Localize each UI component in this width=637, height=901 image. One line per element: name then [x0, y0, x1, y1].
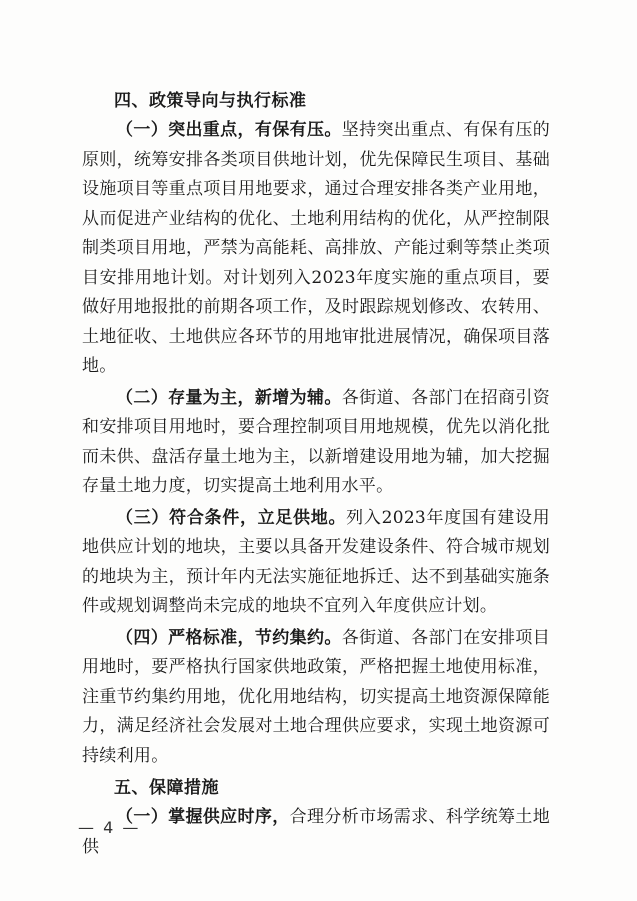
paragraph-4-2	[82, 384, 550, 502]
paragraph-4-4	[82, 624, 550, 772]
paragraph-body: 坚持突出重点、有保有压的原则，统筹安排各类项目供地计划，优先保障民生项目、基础设施项目等重点项目用地要求，通过合理安排各类产业用地，从而促进产业结构的优化、土地利用结构的优化，从严控制限制类项目用地，严禁为高能耗、高排放、产能过剩等禁止类项目安排用地计划。对计划列入2023年度实施的重点项目，要做好用地报批的前期各项工作，及时跟踪规划修改、农转用、土地征收、土地供应各环节的用地审批进展情况，确保项目落地。	[82, 120, 550, 376]
paragraph-lead: （一）掌握供应时序，	[116, 807, 290, 827]
paragraph-5-1	[82, 803, 550, 862]
paragraph-body: 各街道、各部门在安排项目用地时，要严格执行国家供地政策，严格把握土地使用标准，注重节约集约用地，优化用地结构，切实提高土地资源保障能力，满足经济社会发展对土地合理供应要求，实现土地资源可持续利用。	[82, 627, 550, 766]
paragraph-body: 合理分析市场需求、科学统筹土地供	[82, 807, 550, 857]
page-number: — 4 —	[78, 818, 141, 837]
paragraph-4-3	[82, 504, 550, 622]
section-heading-4: 四、政策导向与执行标准	[114, 91, 307, 111]
paragraph-lead: （四）严格标准，节约集约。	[116, 627, 342, 648]
document-body	[82, 86, 550, 862]
paragraph-4-1	[82, 116, 550, 382]
paragraph-lead: （二）存量为主，新增为辅。	[116, 387, 342, 408]
paragraph-lead: （三）符合条件，立足供地。	[116, 507, 347, 528]
paragraph-body: 各街道、各部门在招商引资和安排项目用地时，要合理控制项目用地规模，优先以消化批而未供、盘活存量土地为主，以新增建设用地为辅，加大挖掘存量土地力度，切实提高土地利用水平。	[82, 387, 550, 496]
section-heading-5: 五、保障措施	[114, 778, 219, 798]
paragraph-body: 列入2023年度国有建设用地供应计划的地块，主要以具备开发建设条件、符合城市规划的地块为主，预计年内无法实施征地拆迁、达不到基础实施条件或规划调整尚未完成的地块不宜列入年度供应计划。	[82, 507, 550, 616]
paragraph-lead: （一）突出重点，有保有压。	[116, 120, 342, 140]
